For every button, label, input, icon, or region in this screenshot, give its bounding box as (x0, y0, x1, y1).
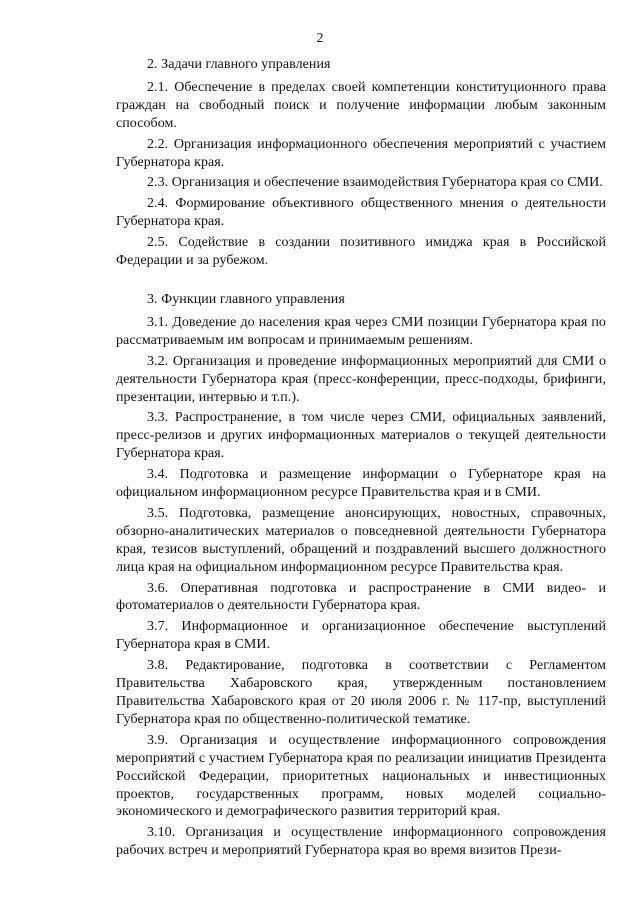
paragraph-3-2: 3.2. Организация и проведение информационных мероприятий для СМИ о деятельности Губернатора края (пресс-конференции, пресс-подходы, брифинги, презентации, интервью и т.п.). (116, 353, 606, 405)
paragraph-3-10: 3.10. Организация и осуществление информационного сопровождения рабочих встреч и мероприятий Губернатора края во время визитов Прези- (116, 825, 606, 859)
paragraph-3-9: 3.9. Организация и осуществление информационного сопровождения мероприятий с участием Губернатора края по реализации инициатив Президента Российской Федерации, приоритетных национальных и инвестиционных проектов, государственных программ, новых моделей социально-экономического и демографического развития территорий края. (116, 732, 606, 820)
paragraph-3-4: 3.4. Подготовка и размещение информации о Губернаторе края на официальном информационном ресурсе Правительства края и в СМИ. (116, 467, 606, 501)
paragraph-3-8: 3.8. Редактирование, подготовка в соответствии с Регламентом Правительства Хабаровского края, утвержденным постановлением Правительства Хабаровского края от 20 июля 2006 г. № 117-пр, выступлений Губернатора края по общественно-политической тематике. (116, 658, 606, 727)
paragraph-3-5: 3.5. Подготовка, размещение анонсирующих, новостных, справочных, обзорно-аналитических материалов о повседневной деятельности Губернатора края, тезисов выступлений, обращений и поздравлений высшего должностного лица края на официальном информационном ресурсе Правительства края. (116, 505, 606, 575)
paragraph-3-7: 3.7. Информационное и организационное обеспечение выступлений Губернатора края в СМИ. (116, 619, 606, 653)
paragraph-2-5: 2.5. Содействие в создании позитивного имиджа края в Российской Федерации и за рубежом. (116, 235, 606, 269)
section-heading-tasks: 2. Задачи главного управления (147, 57, 331, 72)
paragraph-3-1: 3.1. Доведение до населения края через СМИ позиции Губернатора края по рассматриваемым им вопросам и принимаемым решениям. (116, 314, 606, 348)
document-body (116, 56, 606, 863)
page-number: 2 (316, 31, 324, 46)
section-heading-functions: 3. Функции главного управления (147, 291, 345, 307)
paragraph-3-6: 3.6. Оперативная подготовка и распространение в СМИ видео- и фотоматериалов о деятельности Губернатора края. (116, 580, 606, 614)
paragraph-3-3: 3.3. Распространение, в том числе через СМИ, официальных заявлений, пресс-релизов и других информационных материалов о текущей деятельности Губернатора края. (116, 410, 606, 462)
paragraph-2-2: 2.2. Организация информационного обеспечения мероприятий с участием Губернатора края. (116, 136, 606, 170)
paragraph-2-4: 2.4. Формирование объективного общественного мнения о деятельности Губернатора края. (116, 196, 606, 230)
paragraph-2-3: 2.3. Организация и обеспечение взаимодействия Губернатора края со СМИ. (147, 175, 603, 191)
paragraph-2-1: 2.1. Обеспечение в пределах своей компетенции конституционного права граждан на свободный поиск и получение информации любым законным способом. (116, 79, 606, 131)
